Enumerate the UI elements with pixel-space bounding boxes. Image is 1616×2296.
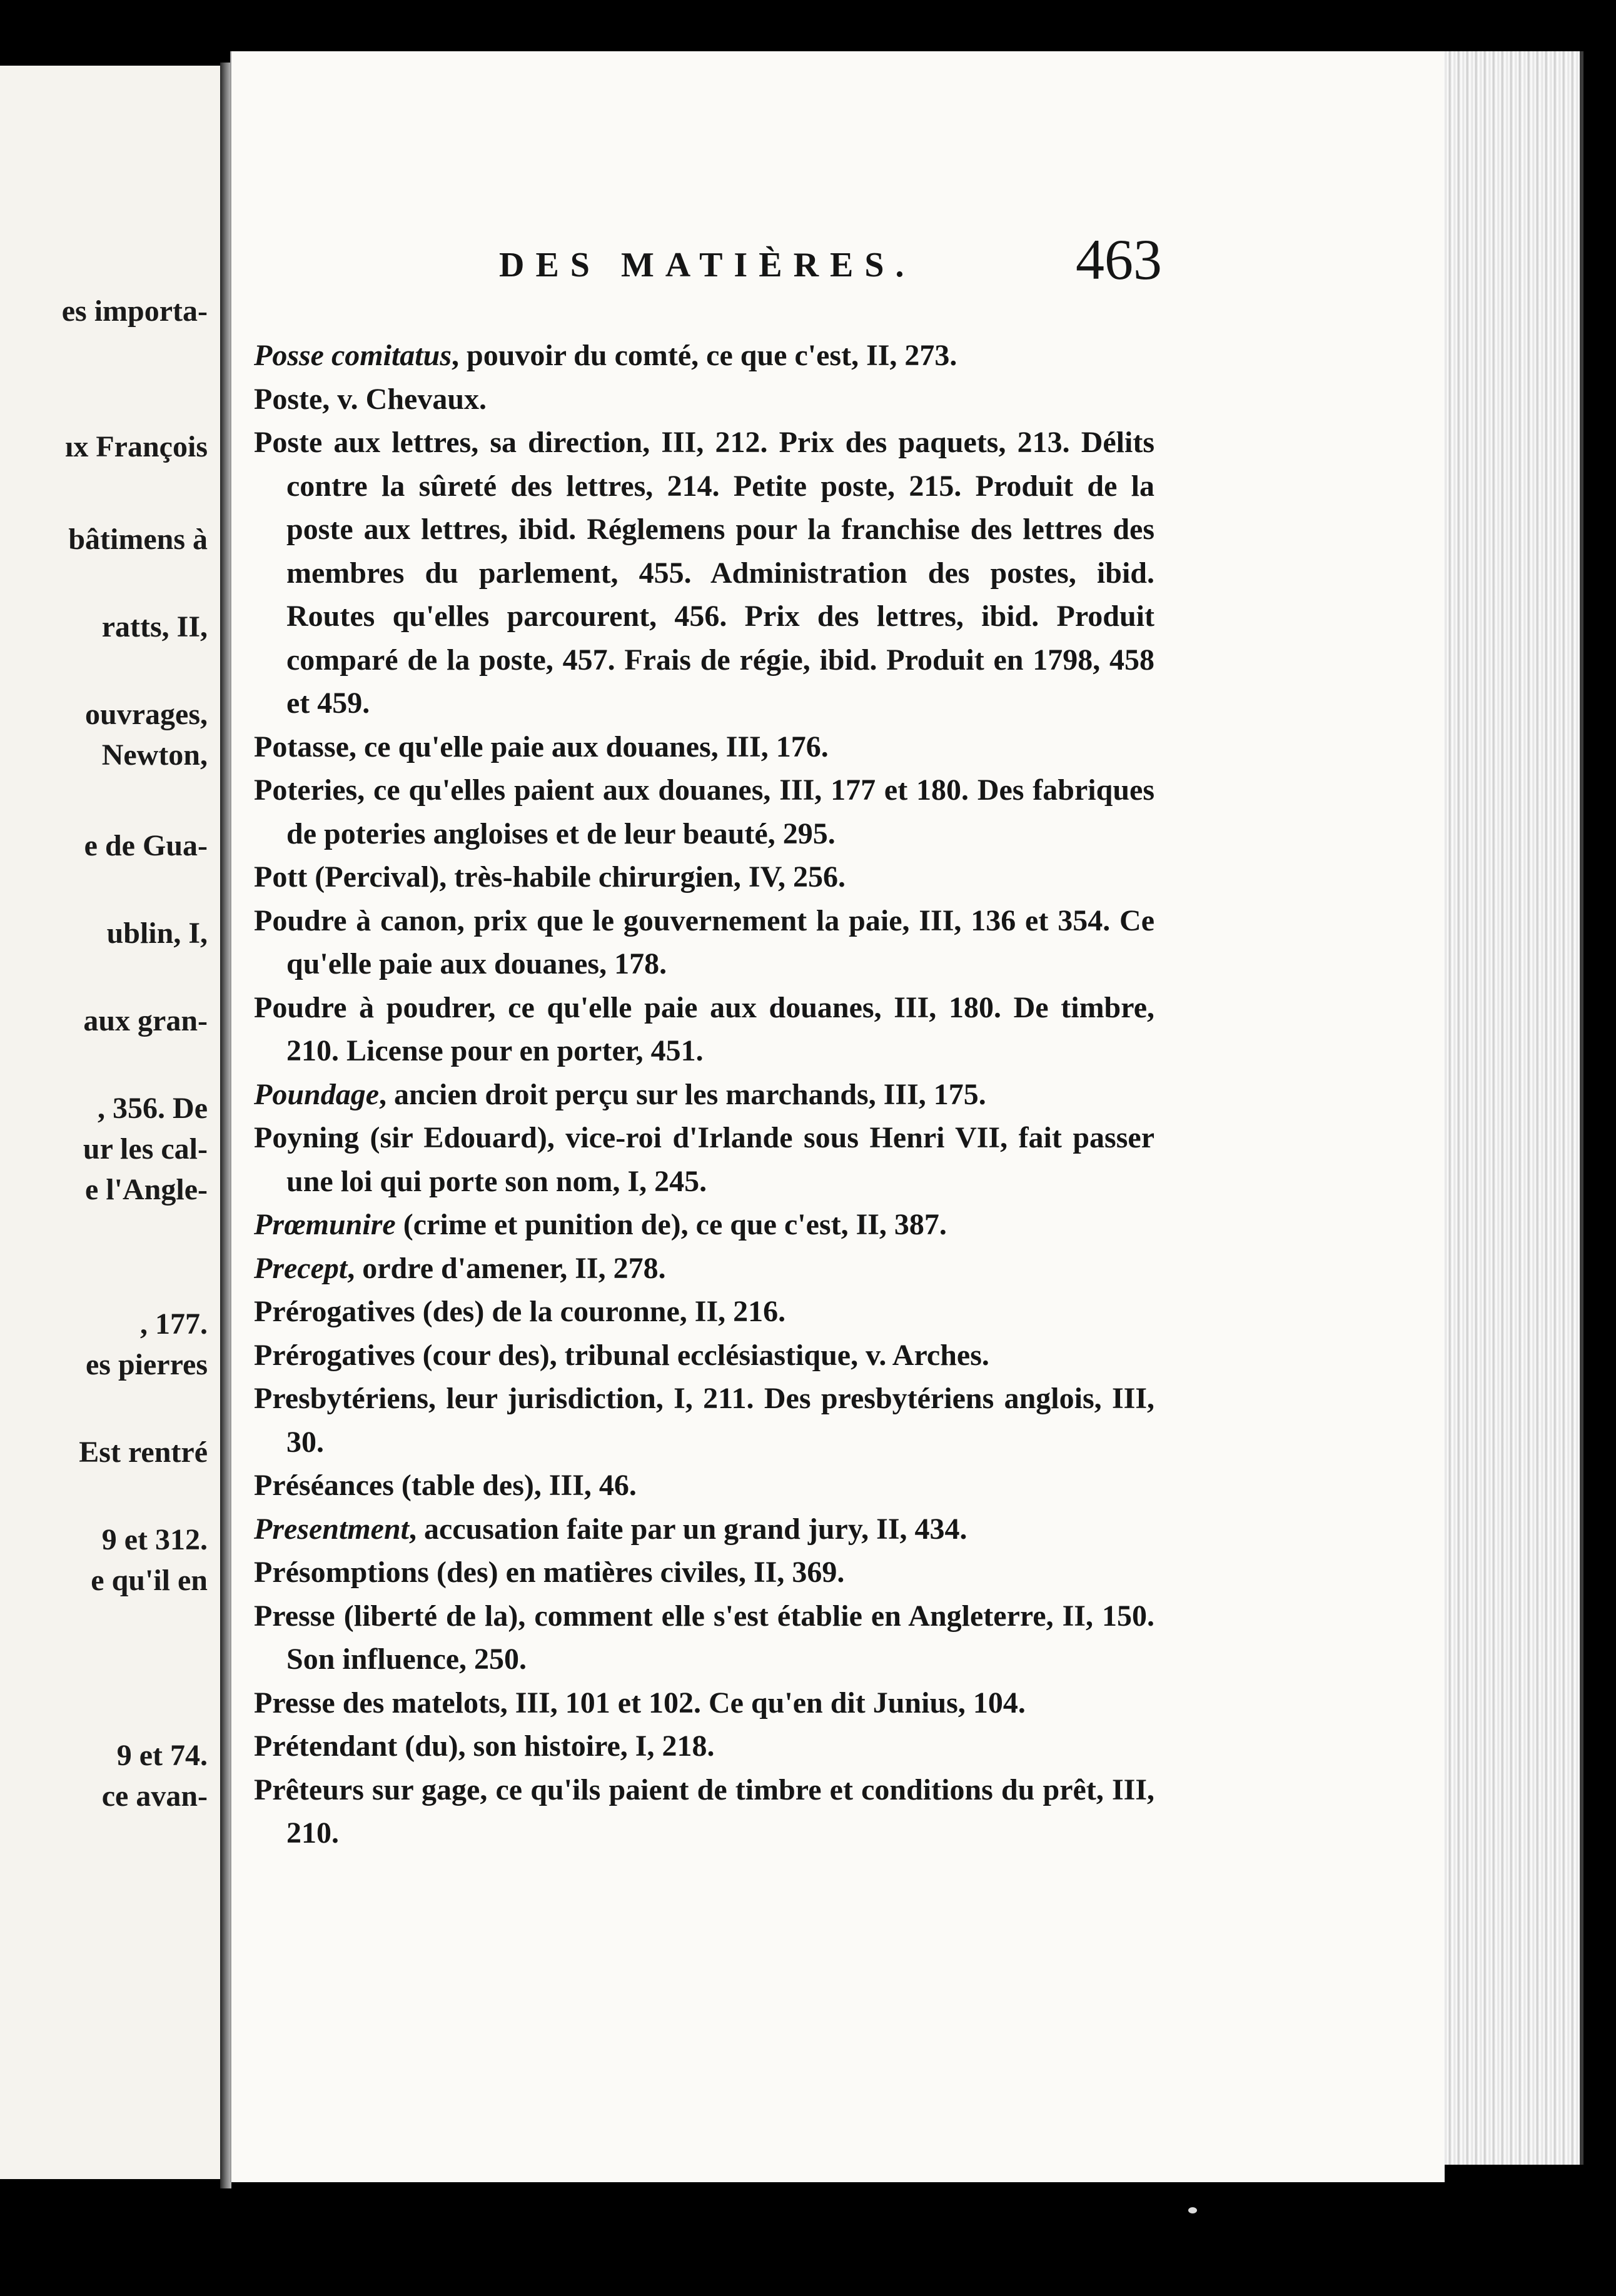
entry-term: Poundage [254,1077,380,1111]
entry-text: , accusation faite par un grand jury, II, 434. [409,1512,967,1546]
index-entry [254,378,1154,421]
page-edges [1443,51,1583,2165]
entry-text: , vice-roi d'Irlande sous Henri VII, fait passer une loi qui porte son nom, I, 245. [286,1121,1154,1198]
entry-term: Poteries [254,773,358,807]
entry-text: , leur jurisdiction, I, 211. Des presbytériens anglois, III, 30. [286,1382,1154,1459]
index-entry [254,334,1154,378]
entry-term: Pott (Percival) [254,860,440,894]
entry-term: Presentment [254,1512,409,1546]
entry-text: , III, 101 et 102. Ce qu'en dit Junius, 104. [500,1686,1026,1719]
left-page-fragment: es pierres [85,1348,208,1381]
entry-text: en matières civiles, II, 369. [498,1556,845,1589]
page-header [231,219,1445,294]
left-page-fragment: aux gran- [83,1004,208,1037]
left-page-fragment: 9 et 74. [116,1739,208,1772]
left-page-fragment: ouvrages, [85,698,208,731]
entry-text: , son histoire, I, 218. [458,1730,715,1763]
index-entry [254,1247,1154,1291]
entry-term: Présomptions (des) [254,1556,498,1589]
entry-term: Prêteurs sur gage [254,1773,480,1806]
index-entry [254,421,1154,725]
entry-term: Presse des matelots [254,1686,500,1719]
left-page-fragment: e qu'il en [91,1564,208,1597]
index-entry [254,855,1154,899]
entry-text: , prix que le gouvernement la paie, III, 136 et 354. Ce qu'elle paie aux douanes, 178. [286,904,1154,980]
index-page [230,51,1445,2182]
index-entry [254,1681,1154,1725]
entry-term: Prœmunire [254,1208,396,1241]
entry-text: , III, 46. [533,1469,637,1502]
entry-text: , pouvoir du comté, ce que c'est, II, 273. [452,339,957,372]
left-page-fragment: ratts, II, [101,610,208,643]
entry-text: , ce qu'elles paient aux douanes, III, 177 et 180. Des fabriques de poteries angloises et de leur beauté, 295. [286,773,1154,850]
left-page-fragment: ublin, I, [106,917,208,950]
entry-term: Poste aux lettres [254,426,472,459]
index-entry [254,1768,1154,1855]
entry-term: Poste [254,382,323,416]
index-entry [254,1377,1154,1464]
entry-text: , ce qu'ils paient de timbre et conditions du prêt, III, 210. [286,1773,1155,1850]
index-entry [254,986,1154,1073]
entry-term: Presse (liberté de la) [254,1599,518,1633]
index-entry [254,1551,1154,1594]
left-page [0,66,224,2179]
entry-text: , ce qu'elle paie aux douanes, III, 180. De timbre, 210. License pour en porter, 451. [286,990,1154,1067]
left-page-fragment: Est rentré [79,1436,208,1469]
entry-term: Potasse [254,730,349,763]
index-entry [254,1508,1154,1551]
index-entry [254,899,1154,986]
left-page-fragment: bâtimens à [68,523,208,556]
entry-text: de la couronne, II, 216. [484,1295,786,1328]
entry-text: , comment elle s'est établie en Angleterre, II, 150. Son influence, 250. [286,1599,1154,1676]
index-entry [254,1334,1154,1377]
entry-term: Poudre à canon [254,904,457,937]
entry-text: , ancien droit perçu sur les marchands, III, 175. [379,1077,986,1111]
index-entry [254,1073,1154,1117]
entry-term: Poyning (sir Edouard) [254,1121,547,1154]
entry-term: Poudre à poudrer [254,990,488,1024]
entry-term: Precept [254,1251,348,1285]
entry-text: , tribunal ecclésiastique, v. Arches. [549,1338,989,1372]
left-page-fragment: Newton, [101,738,208,772]
running-head: DES MATIÈRES. [499,246,916,284]
left-page-fragment: e de Gua- [84,829,208,862]
entry-text: , v. Chevaux. [322,382,487,416]
index-entry [254,768,1154,855]
index-entry [254,1203,1154,1247]
entry-text: , très-habile chirurgien, IV, 256. [439,860,846,894]
left-page-fragment: ıx François [65,430,208,463]
left-page-fragment: , 177. [140,1307,208,1341]
index-entry [254,1594,1154,1681]
left-page-fragment: es importa- [61,295,208,328]
index-entry [254,1290,1154,1334]
page-number: 463 [1076,228,1162,291]
scan-speck [1188,2207,1197,2213]
entry-term: Préséances (table des) [254,1469,534,1502]
entry-text: (crime et punition de), ce que c'est, II, 387. [395,1208,947,1241]
left-page-fragment: 9 et 312. [101,1523,208,1556]
entry-text: , ce qu'elle paie aux douanes, III, 176. [348,730,829,763]
left-page-fragment: ur les cal- [83,1132,208,1166]
entry-text: , sa direction, III, 212. Prix des paquets, 213. Délits contre la sûreté des lettres, 214. Petite poste, 215. Produit de la poste aux lettres, ibid. Réglemens pour la franchise des lettres des membres du parlement, 455. Administration des postes, ibid. Routes qu'elles parcourent, 456. Prix des lettres, ibid. Produit comparé de la poste, 457. Frais de régie, ibid. Produit en 1798, 458 et 459. [286,426,1155,720]
entry-term: Prérogatives (des) [254,1295,485,1328]
index-entry [254,1464,1154,1508]
index-entry [254,1116,1154,1203]
left-page-fragment: ce avan- [101,1780,208,1813]
entry-text: , ordre d'amener, II, 278. [347,1251,666,1285]
left-page-fragment: e l'Angle- [85,1173,208,1206]
entry-term: Posse comitatus [254,339,452,372]
index-entry [254,725,1154,769]
index-entry [254,1725,1154,1768]
left-page-fragment: , 356. De [98,1092,208,1125]
entry-term: Prérogatives (cour des) [254,1338,550,1372]
entry-term: Presbytériens [254,1382,429,1415]
entry-term: Prétendant (du) [254,1730,458,1763]
index-entries [254,334,1154,1855]
